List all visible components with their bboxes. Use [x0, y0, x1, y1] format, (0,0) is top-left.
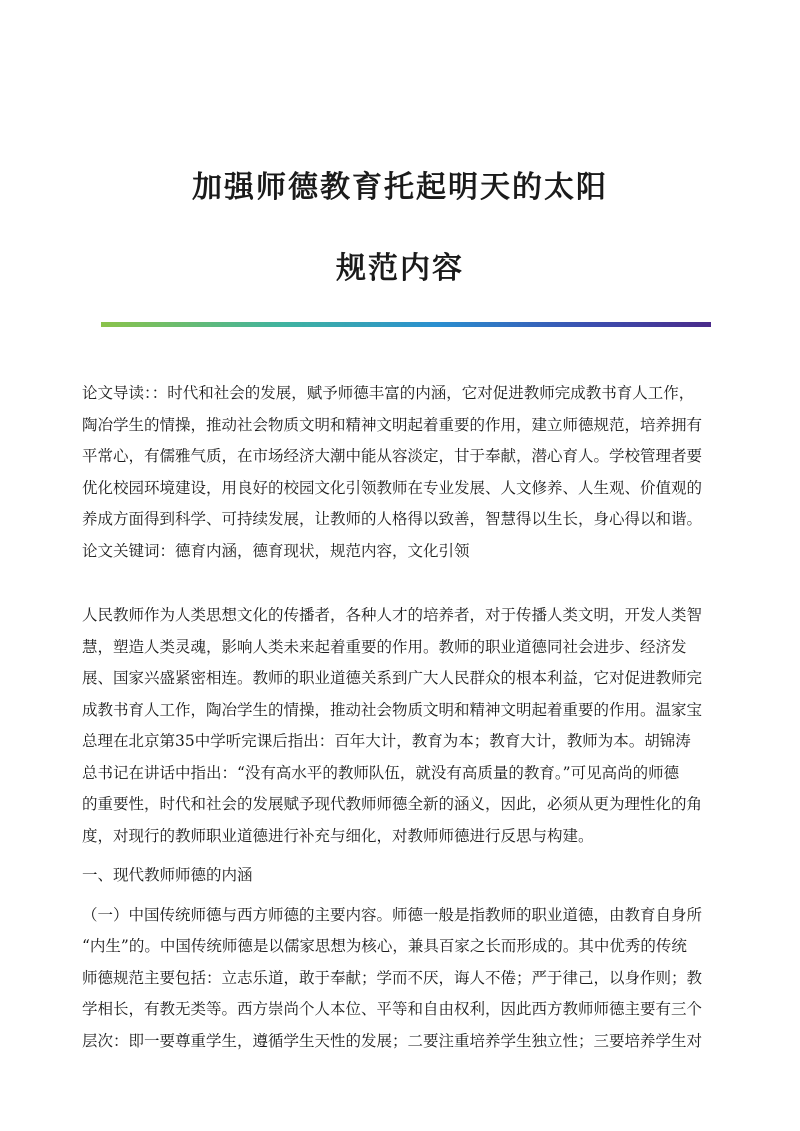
abstract-line: 平常心，有儒雅气质，在市场经济大潮中能从容淡定，甘于奉献，潜心育人。学校管理者要 — [82, 447, 703, 465]
paragraph-line: 层次：即一要尊重学生，遵循学生天性的发展；二要注重培养学生独立性；三要培养学生对 — [82, 1031, 703, 1050]
paragraph-line: （一）中国传统师德与西方师德的主要内容。师德一般是指教师的职业道德，由教育自身所 — [82, 905, 703, 924]
abstract-line: 论文导读：：时代和社会的发展，赋予师德丰富的内涵，它对促进教师完成教书育人工作， — [82, 384, 695, 402]
paragraph-line: 慧，塑造人类灵魂，影响人类未来起着重要的作用。教师的职业道德同社会进步、经济发 — [82, 637, 687, 656]
paragraph-line: 师德规范主要包括：立志乐道，敢于奉献；学而不厌，诲人不倦；严于律己，以身作则；教 — [82, 968, 703, 987]
paragraph-gap — [82, 892, 722, 900]
paragraph-gap — [82, 852, 722, 860]
abstract-section — [82, 378, 722, 567]
paragraph-line: 总书记在讲话中指出：“没有高水平的教师队伍，就没有高质量的教育。”可见高尚的师德 — [82, 763, 680, 782]
body-section — [82, 600, 722, 1057]
abstract-line: 优化校园环境建设，用良好的校园文化引领教师在专业发展、人文修养、人生观、价值观的 — [82, 478, 703, 497]
paragraph-line: 人民教师作为人类思想文化的传播者，各种人才的培养者，对于传播人类文明，开发人类智 — [82, 606, 703, 624]
paragraph-line: 总理在北京第35中学听完课后指出：百年大计，教育为本；教育大计，教师为本。胡锦涛 — [82, 732, 691, 750]
paragraph-line: 展、国家兴盛紧密相连。教师的职业道德关系到广大人民群众的根本利益，它对促进教师完 — [82, 669, 703, 687]
paragraph-line: 学相长，有教无类等。西方崇尚个人本位、平等和自由权利，因此西方教师师德主要有三个 — [82, 1000, 703, 1018]
paragraph-line: 度，对现行的教师职业道德进行补充与细化，对教师师德进行反思与构建。 — [82, 826, 594, 845]
paragraph-line: “内生”的。中国传统师德是以儒家思想为核心，兼具百家之长而形成的。其中优秀的传统 — [82, 937, 687, 955]
paragraph-line: 成教书育人工作，陶冶学生的情操，推动社会物质文明和精神文明起着重要的作用。温家宝 — [82, 700, 703, 719]
section-heading: 一、现代教师师德的内涵 — [82, 866, 253, 884]
keywords-line: 论文关键词：德育内涵，德育现状，规范内容，文化引领 — [82, 541, 470, 560]
title-divider — [101, 322, 711, 327]
paragraph-line: 的重要性，时代和社会的发展赋予现代教师师德全新的涵义，因此，必须从更为理性化的角 — [82, 795, 703, 813]
document-title-line-2: 规范内容 — [336, 251, 464, 286]
abstract-line: 陶冶学生的情操，推动社会物质文明和精神文明起着重要的作用，建立师德规范，培养拥有 — [82, 415, 703, 434]
document-title-line-1: 加强师德教育托起明天的太阳 — [192, 170, 608, 205]
abstract-line: 养成方面得到科学、可持续发展，让教师的人格得以致善，智慧得以生长，身心得以和谐。 — [82, 510, 703, 528]
